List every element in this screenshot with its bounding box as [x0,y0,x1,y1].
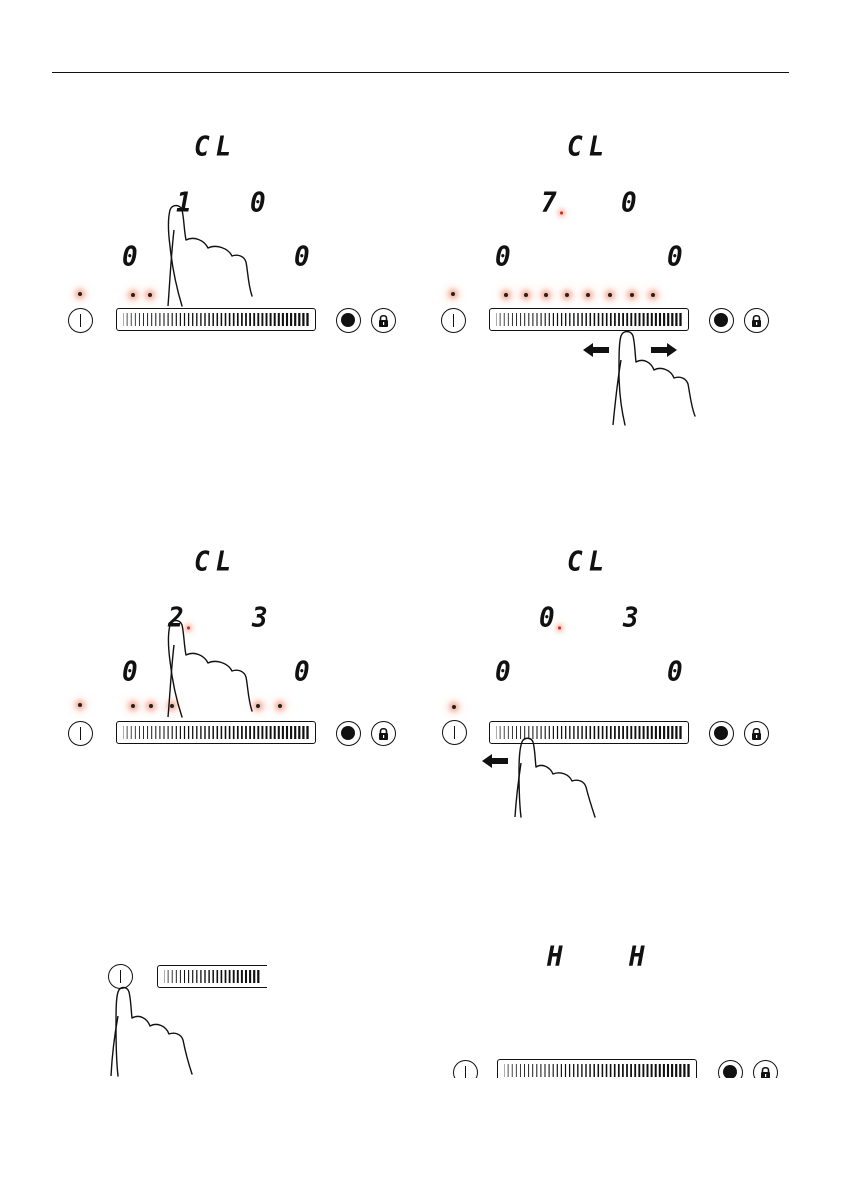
display-bottom-left: 0 [122,656,138,688]
display-top: CL [194,131,238,163]
panel-step-3 [40,535,440,915]
display-bottom-right: 0 [667,656,683,688]
bottom-mask [0,1078,841,1191]
power-slider[interactable] [489,721,689,744]
slider-led [630,293,634,297]
display-top: CL [194,546,238,578]
boost-button[interactable] [709,721,734,746]
display-bottom-right: 0 [294,241,310,273]
display-top: CL [567,546,611,578]
display-zone-right: 3 [623,602,639,634]
display-bottom-left: 0 [495,241,511,273]
boost-button[interactable] [709,308,734,333]
lock-button[interactable] [744,308,769,333]
padlock-icon [751,314,762,327]
display-zone-right: 0 [621,187,637,219]
power-slider[interactable] [116,308,316,331]
finger-press-icon [106,976,206,1080]
power-led [78,292,82,296]
slider-led [131,293,135,297]
padlock-icon [378,314,389,327]
display-bottom-right: 0 [294,656,310,688]
slider-led [544,293,548,297]
slider-led [149,704,153,708]
display-residual-left: H [547,941,563,973]
slider-ticks [164,970,261,983]
slider-led [170,704,174,708]
slider-ticks [123,313,309,326]
power-led [451,292,455,296]
panel-step-1 [40,120,440,500]
slider-ticks [496,726,682,739]
power-led [78,703,82,707]
slider-led [651,293,655,297]
display-bottom-left: 0 [495,656,511,688]
display-residual-right: H [629,941,645,973]
panel-step-6 [413,940,813,1080]
slider-ticks [504,1064,690,1077]
padlock-icon [378,727,389,740]
panel-step-2 [413,120,813,500]
slider-ticks [496,313,682,326]
slider-led [524,293,528,297]
display-zone-right: 3 [252,602,268,634]
display-top: CL [567,131,611,163]
power-button[interactable] [68,721,93,746]
slider-led [608,293,612,297]
slider-led [148,293,152,297]
display-zone-left: 0 [539,602,555,634]
left-arrow-icon [482,754,508,768]
boost-button[interactable] [336,308,361,333]
power-slider[interactable] [116,721,316,744]
power-led [452,705,456,709]
top-rule [52,72,789,73]
slider-led [256,704,260,708]
padlock-icon [751,727,762,740]
slider-led [278,704,282,708]
finger-swipe-icon [511,731,611,821]
lock-button[interactable] [371,308,396,333]
display-bottom-right: 0 [667,241,683,273]
finger-swipe-icon [609,320,709,430]
power-button[interactable] [108,964,133,989]
panel-step-4 [413,535,813,915]
slider-led [504,293,508,297]
power-button[interactable] [441,308,466,333]
lock-button[interactable] [371,721,396,746]
slider-ticks [123,726,309,739]
slider-led [565,293,569,297]
slider-led [586,293,590,297]
power-button[interactable] [442,720,467,745]
display-zone-left: 1 [176,187,192,219]
display-bottom-left: 0 [122,241,138,273]
power-button[interactable] [68,308,93,333]
boost-button[interactable] [336,721,361,746]
lock-button[interactable] [744,721,769,746]
slider-led [131,704,135,708]
right-arrow-icon [651,343,677,357]
power-slider[interactable] [489,308,689,331]
power-slider-partial[interactable] [157,965,267,988]
display-zone-left: 7 [541,187,557,219]
panel-step-5 [40,950,440,1080]
display-zone-left: 2 [168,602,184,634]
display-zone-right: 0 [250,187,266,219]
left-arrow-icon [583,343,609,357]
